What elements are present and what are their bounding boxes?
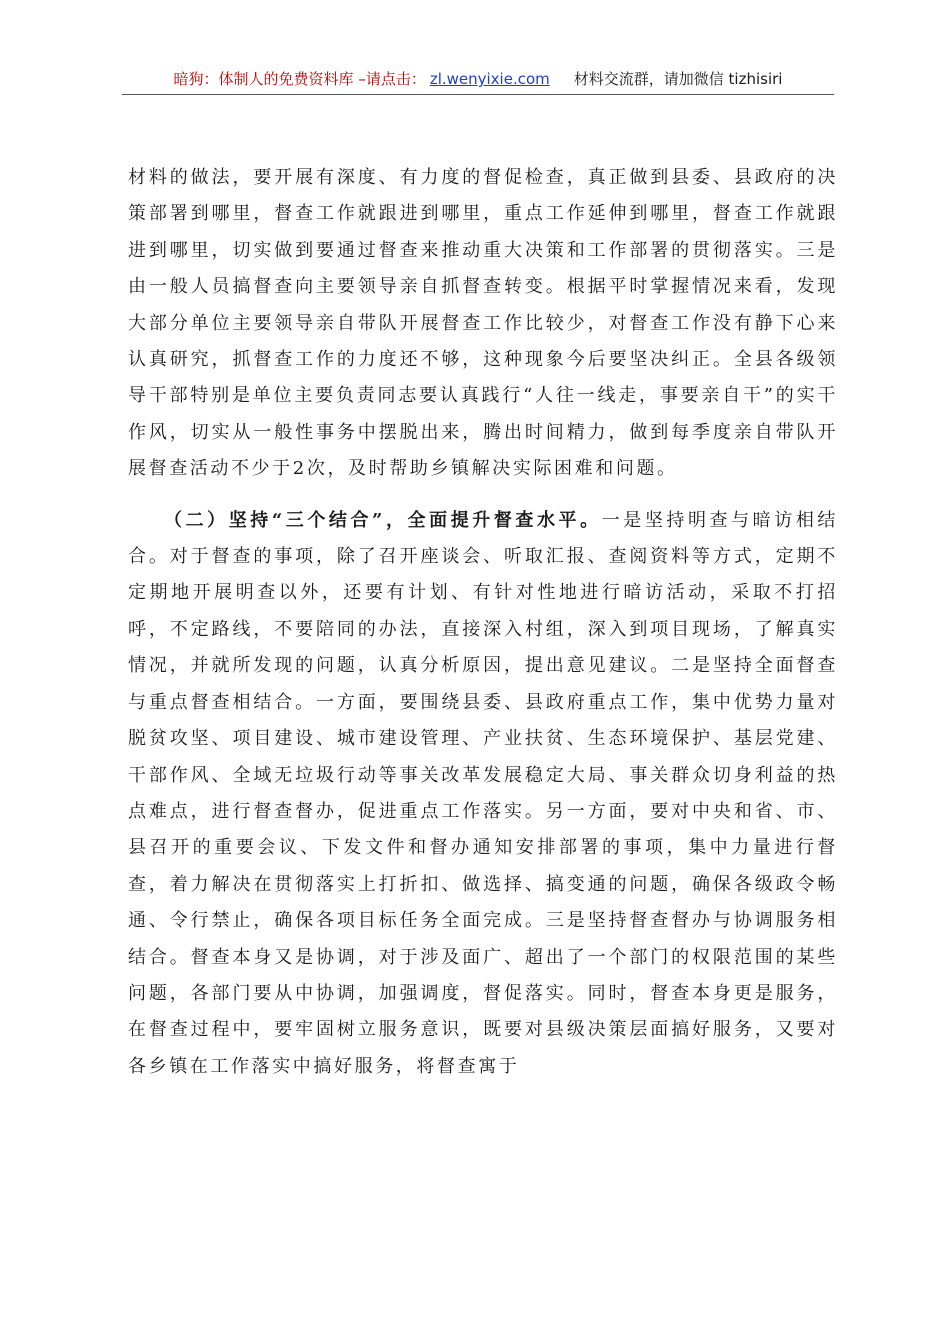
header-link[interactable]: zl.wenyixie.com (429, 70, 550, 88)
page-header (122, 66, 834, 95)
paragraph-2-heading: （二）坚持“三个结合”，全面提升督查水平。 (164, 509, 602, 531)
paragraph-2-text: 一是坚持明查与暗访相结合。对于督查的事项，除了召开座谈会、听取汇报、查阅资料等方式，定期不定期地开展明查以外，还要有计划、有针对性地进行暗访活动，采取不打招呼，不定路线，不要陪同的办法，直接深入村组，深入到项目现场，了解真实情况，并就所发现的问题，认真分析原因，提出意见建议。二是坚持全面督查与重点督查相结合。一方面，要围绕县委、县政府重点工作，集中优势力量对脱贫攻坚、项目建设、城市建设管理、产业扶贫、生态环境保护、基层党建、干部作风、全域无垃圾行动等事关改革发展稳定大局、事关群众切身利益的热点难点，进行督查督办，促进重点工作落实。另一方面，要对中央和省、市、县召开的重要会议、下发文件和督办通知安排部署的事项，集中力量进行督查，着力解决在贯彻落实上打折扣、做选择、搞变通的问题，确保各级政令畅通、令行禁止，确保各项目标任务全面完成。三是坚持督查督办与协调服务相结合。督查本身又是协调，对于涉及面广、超出了一个部门的权限范围的某些问题，各部门要从中协调，加强调度，督促落实。同时，督查本身更是服务，在督查过程中，要牢固树立服务意识，既要对县级决策层面搞好服务，又要对各乡镇在工作落实中搞好服务，将督查寓于 (128, 509, 838, 1077)
paragraph-2 (128, 503, 838, 1086)
header-promo-text: 暗狗：体制人的免费资料库 –请点击： (173, 70, 426, 88)
document-body (128, 160, 838, 1085)
paragraph-1-text: 材料的做法，要开展有深度、有力度的督促检查，真正做到县委、县政府的决策部署到哪里，督查工作就跟进到哪里，重点工作延伸到哪里，督查工作就跟进到哪里，切实做到要通过督查来推动重大决策和工作部署的贯彻落实。三是由一般人员搞督查向主要领导亲自抓督查转变。根据平时掌握情况来看，发现大部分单位主要领导亲自带队开展督查工作比较少，对督查工作没有静下心来认真研究，抓督查工作的力度还不够，这种现象今后要坚决纠正。全县各级领导干部特别是单位主要负责同志要认真践行“人往一线走，事要亲自干”的实干作风，切实从一般性事务中摆脱出来，腾出时间精力，做到每季度亲自带队开展督查活动不少于2次，及时帮助乡镇解决实际困难和问题。 (128, 167, 838, 480)
header-contact-text: 材料交流群，请加微信 tizhisiri (573, 70, 783, 88)
paragraph-1 (128, 160, 838, 488)
